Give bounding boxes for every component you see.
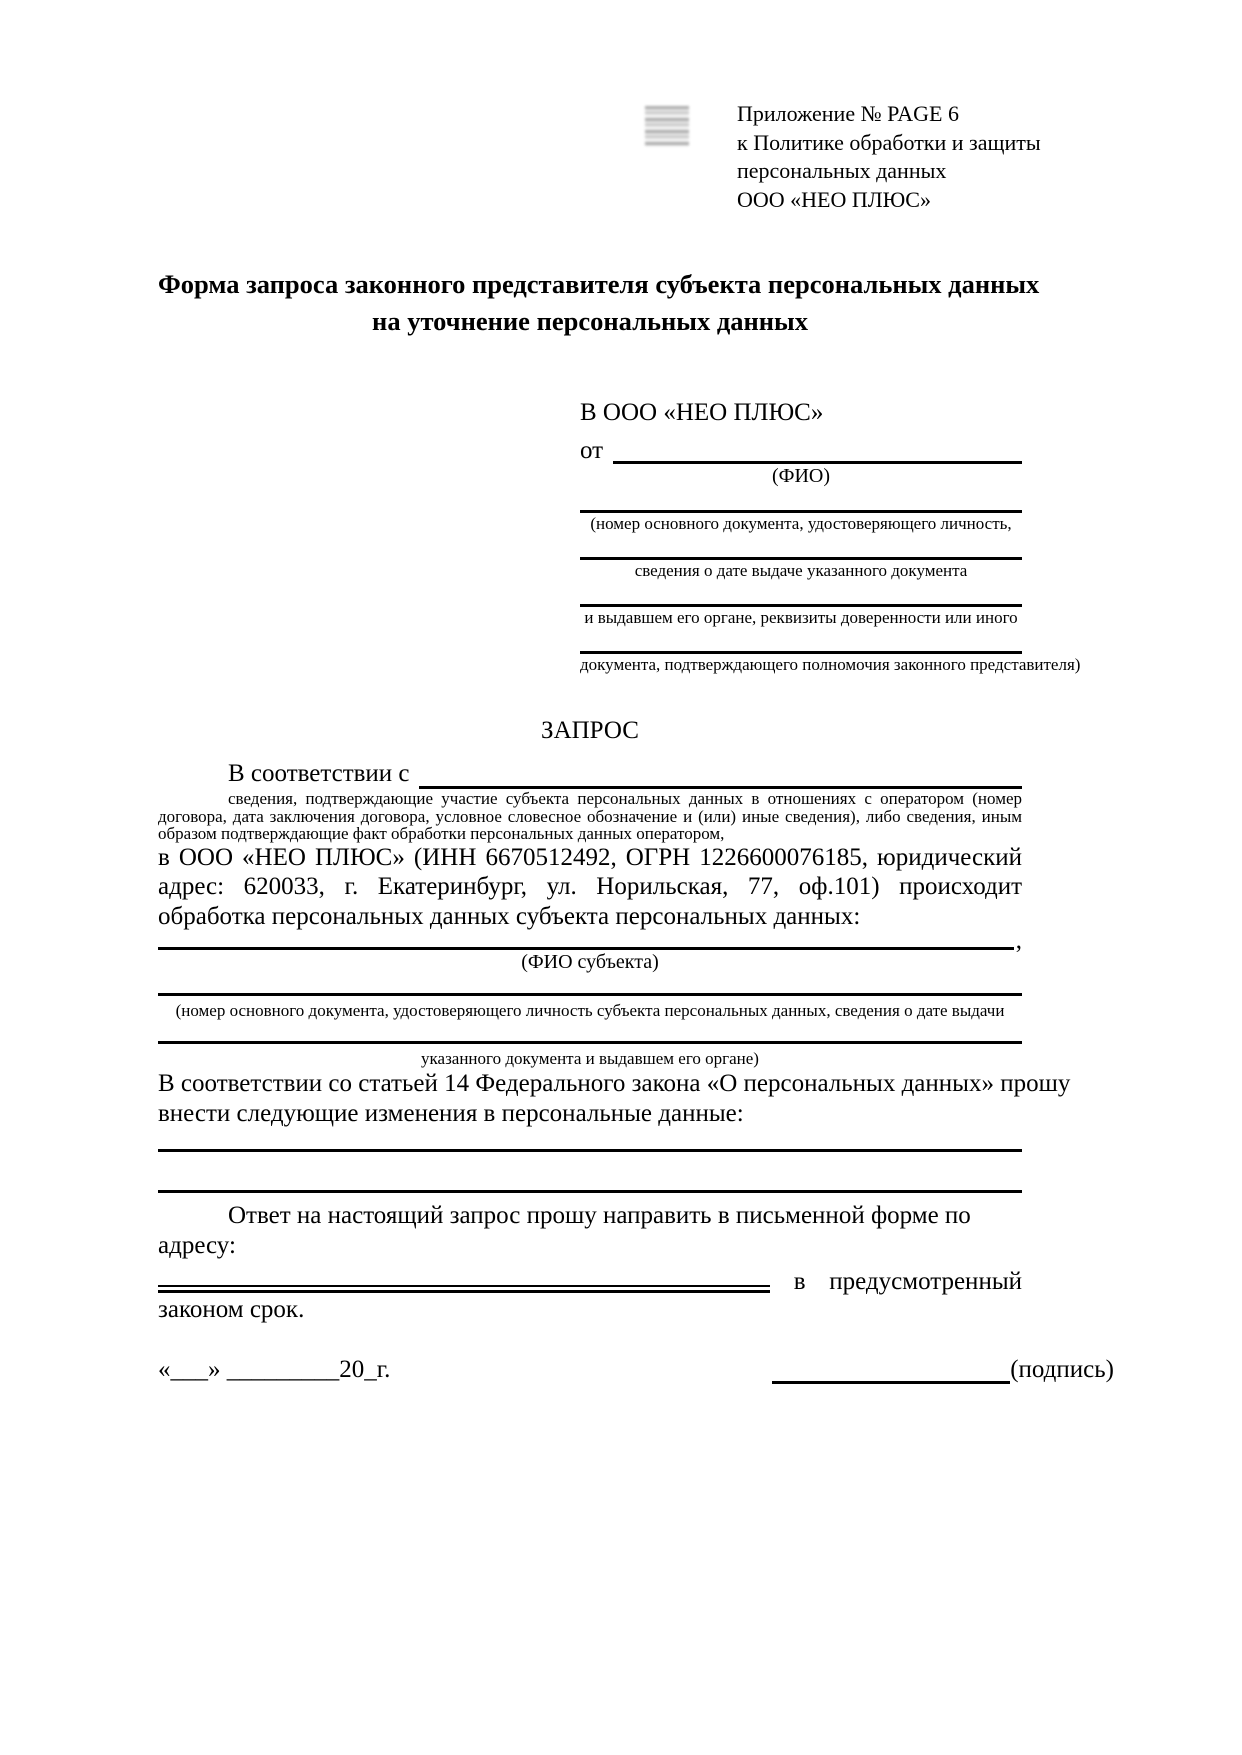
changes-blank-line-2 xyxy=(158,1152,1022,1193)
trailing-comma: , xyxy=(1015,927,1022,954)
basis-footnote: сведения, подтверждающие участие субъекта персональных данных в отношениях с оператором (номер договора, дата заключения договора, условное словесное обозначение и (или) иные сведения), либо сведения, иным образом подтверждающие факт обработки персональных данных оператором, xyxy=(158,789,1022,843)
subject-doc-caption-2: указанного документа и выдавшем его органе) xyxy=(421,1049,759,1068)
representative-doc-blank-line-4 xyxy=(580,628,1022,654)
address-blank-row xyxy=(158,1269,1022,1295)
appendix-number-line: Приложение № PAGE 6 xyxy=(737,101,959,126)
from-label: от xyxy=(580,437,604,464)
addressee-to-line: В ООО «НЕО ПЛЮС» xyxy=(580,399,824,426)
form-title-line2: на уточнение персональных данных xyxy=(372,306,808,336)
request-body xyxy=(158,716,1114,1384)
form-title-line1: Форма запроса законного представителя субъекта персональных данных xyxy=(158,269,1040,299)
law-paragraph-line2: внести следующие изменения в персональные данные: xyxy=(158,1099,744,1127)
basis-prefix: В соответствии с xyxy=(228,760,410,787)
policy-line-2: персональных данных xyxy=(737,158,947,183)
law-paragraph-line1: В соответствии со статьей 14 Федерального закона «О персональных данных» прошу xyxy=(158,1070,1071,1097)
blurred-logo-image xyxy=(645,106,689,146)
representative-doc-blank-line-3 xyxy=(580,581,1022,607)
representative-doc-blank-line-2 xyxy=(580,534,1022,560)
from-row xyxy=(580,438,1022,464)
org-name-line: ООО «НЕО ПЛЮС» xyxy=(737,186,931,212)
appendix-header xyxy=(737,100,1041,214)
subject-fio-caption: (ФИО субъекта) xyxy=(521,951,659,973)
policy-line-1: к Политике обработки и защиты xyxy=(737,129,1041,155)
date-line: «___» _________20_г. xyxy=(158,1355,391,1383)
subject-fio-blank-line xyxy=(158,937,1014,950)
representative-doc-blank-line-1 xyxy=(580,487,1022,513)
basis-blank-line xyxy=(419,767,1022,789)
basis-row xyxy=(158,758,1022,789)
signature-caption: (подпись) xyxy=(1010,1355,1114,1383)
representative-doc-caption-3: и выдавшем его органе, реквизиты доверенности или иного xyxy=(584,608,1018,627)
representative-doc-caption-2: сведения о дате выдаче указанного документа xyxy=(634,561,968,580)
answer-word-predusmotrenny: предусмотренный xyxy=(829,1268,1022,1295)
representative-doc-caption-1: (номер основного документа, удостоверяющего личность, xyxy=(590,514,1012,533)
operator-paragraph: в ООО «НЕО ПЛЮС» (ИНН 6670512492, ОГРН 1226600076185, юридический адрес: 620033, г. Екатеринбург, ул. Норильская, 77, оф.101) происходит обработка персональных данных субъекта персональных данных: xyxy=(158,843,1022,930)
signature-area xyxy=(772,1355,1114,1384)
from-name-blank-line xyxy=(613,442,1022,464)
answer-tail: законом срок. xyxy=(158,1296,305,1323)
request-heading: ЗАПРОС xyxy=(541,717,639,744)
subject-doc-blank-line-1 xyxy=(158,976,1022,996)
addressee-block xyxy=(580,398,1081,675)
subject-fio-blank-row xyxy=(158,927,1022,954)
signature-blank-line xyxy=(772,1360,1010,1384)
representative-doc-caption-4: документа, подтверждающего полномочия законного представителя) xyxy=(580,655,1081,674)
subject-doc-blank-line-2 xyxy=(158,1024,1022,1044)
form-title xyxy=(158,266,1040,340)
address-blank-line xyxy=(158,1285,770,1293)
date-signature-row xyxy=(158,1355,1114,1384)
changes-blank-line-1 xyxy=(158,1131,1022,1152)
answer-word-v: в xyxy=(793,1268,806,1295)
subject-doc-caption-1: (номер основного документа, удостоверяющего личность субъекта персональных данных, сведения о дате выдачи xyxy=(175,1001,1005,1020)
fio-caption: (ФИО) xyxy=(771,465,830,487)
answer-paragraph: Ответ на настоящий запрос прошу направить в письменной форме по адресу: xyxy=(158,1202,971,1259)
